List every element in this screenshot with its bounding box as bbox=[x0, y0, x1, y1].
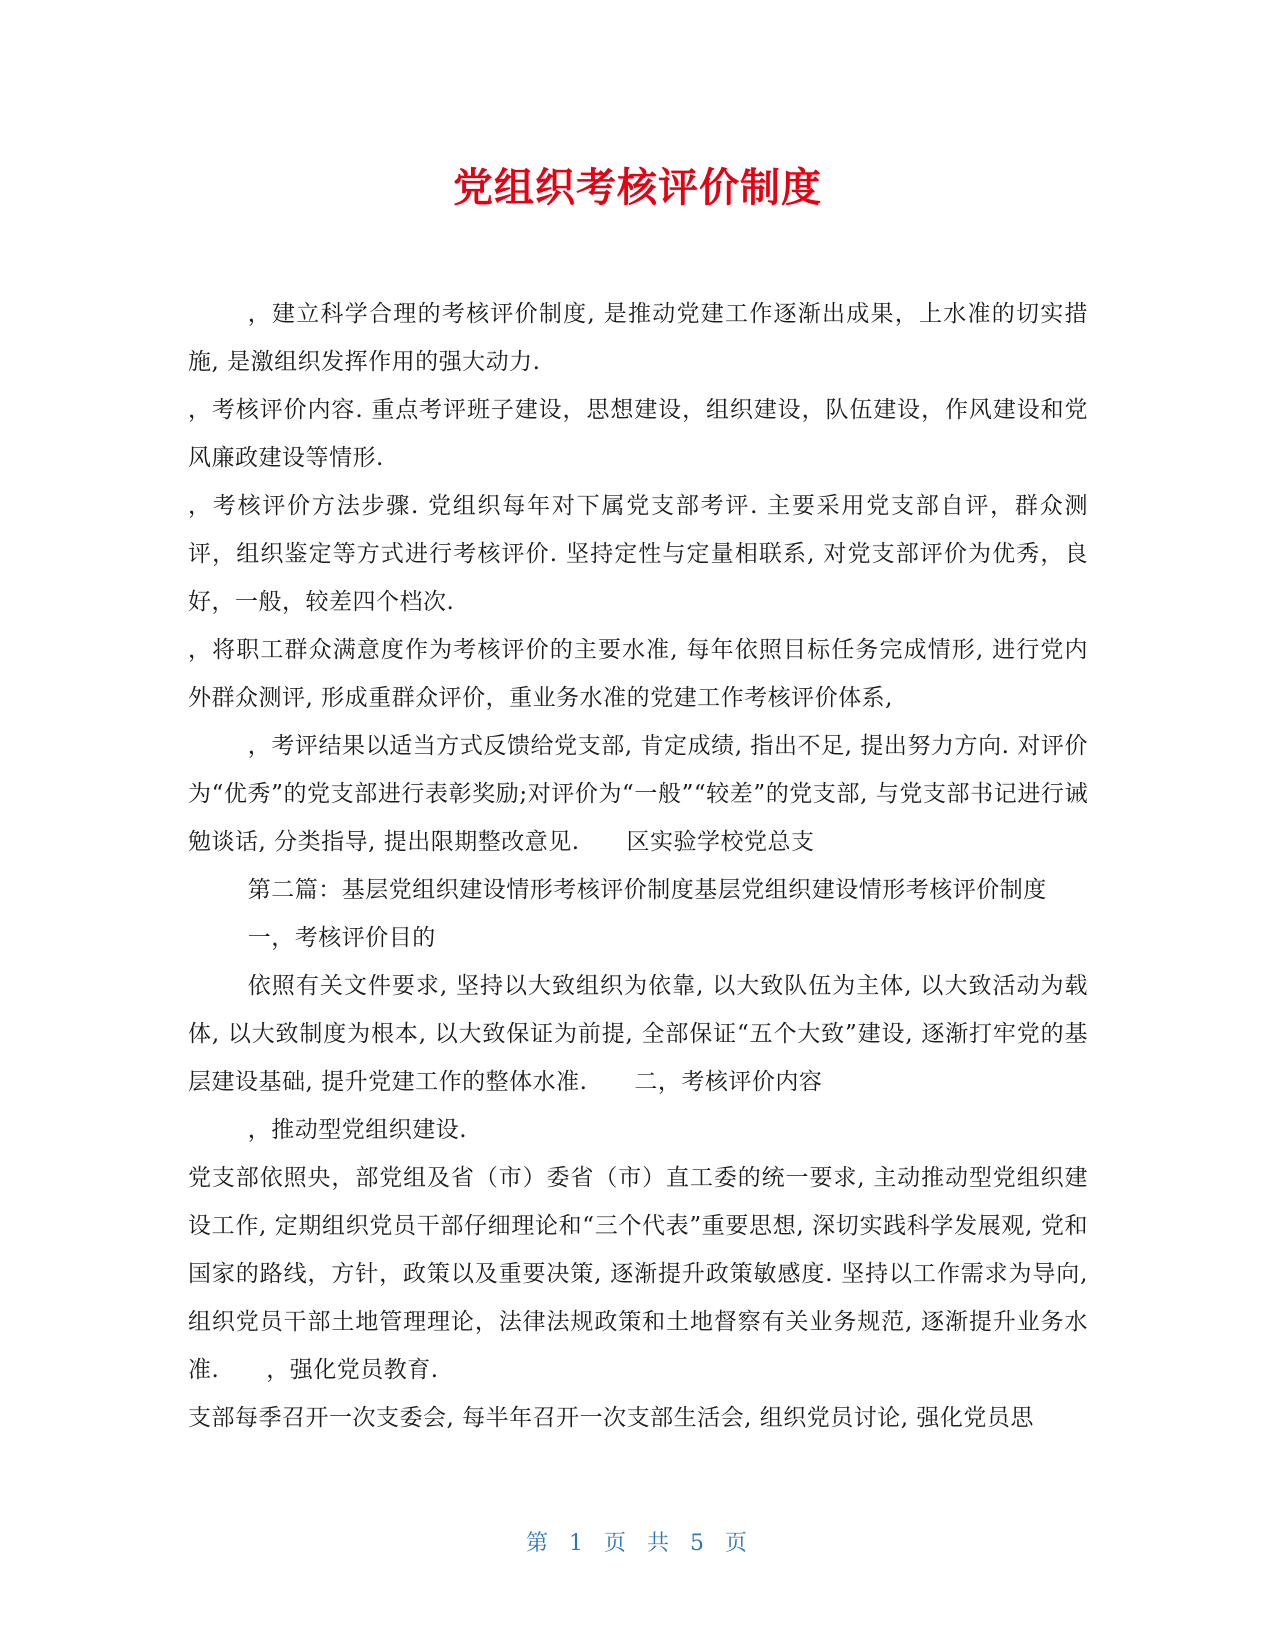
paragraph: ，推动型党组织建设. bbox=[247, 1117, 468, 1143]
paragraph: 支部每季召开一次支委会, 每半年召开一次支部生活会, 组织党员讨论, 强化党员思 bbox=[188, 1405, 1034, 1431]
paragraph: 党支部依照央，部党组及省（市）委省（市）直工委的统一要求, 主动推动型党组织建设工作, 定期组织党员干部仔细理论和“三个代表”重要思想, 深切实践科学发展观, 党和国家的路线，方针，政策以及重要决策, 逐渐提升政策敏感度. 坚持以工作需求为导向, 组织党员干部土地管理理论，法律法规政策和土地督察有关业务规范, 逐渐提升业务水准. ，强化党员教育. bbox=[188, 1165, 1088, 1383]
document-body bbox=[188, 290, 1088, 1442]
paragraph: ，考评结果以适当方式反馈给党支部, 肯定成绩, 指出不足, 提出努力方向. 对评价为“优秀”的党支部进行表彰奖励;对评价为“一般”“较差”的党支部, 与党支部书记进行诫勉谈话, 分类指导, 提出限期整改意见. 区实验学校党总支 bbox=[188, 733, 1088, 855]
document-title: 党组织考核评价制度 bbox=[453, 165, 822, 211]
subsection-heading: 一，考核评价目的 bbox=[247, 925, 436, 951]
section-heading: 第二篇：基层党组织建设情形考核评价制度基层党组织建设情形考核评价制度 bbox=[247, 877, 1047, 903]
paragraph: ，将职工群众满意度作为考核评价的主要水准, 每年依照目标任务完成情形, 进行党内外群众测评, 形成重群众评价，重业务水准的党建工作考核评价体系, bbox=[188, 637, 1088, 711]
page-number-footer: 第 1 页 共 5 页 bbox=[526, 1531, 749, 1556]
paragraph: ，考核评价方法步骤. 党组织每年对下属党支部考评. 主要采用党支部自评，群众测评，组织鉴定等方式进行考核评价. 坚持定性与定量相联系, 对党支部评价为优秀，良好，一般，较差四个档次. bbox=[188, 493, 1088, 615]
paragraph: ，考核评价内容. 重点考评班子建设，思想建设，组织建设，队伍建设，作风建设和党风廉政建设等情形. bbox=[188, 397, 1088, 471]
paragraph: 依照有关文件要求, 坚持以大致组织为依靠, 以大致队伍为主体, 以大致活动为载体, 以大致制度为根本, 以大致保证为前提, 全部保证“五个大致”建设, 逐渐打牢党的基层建设基础, 提升党建工作的整体水准. 二，考核评价内容 bbox=[188, 973, 1088, 1095]
paragraph: ，建立科学合理的考核评价制度, 是推动党建工作逐渐出成果，上水准的切实措施, 是激组织发挥作用的强大动力. bbox=[188, 301, 1088, 375]
